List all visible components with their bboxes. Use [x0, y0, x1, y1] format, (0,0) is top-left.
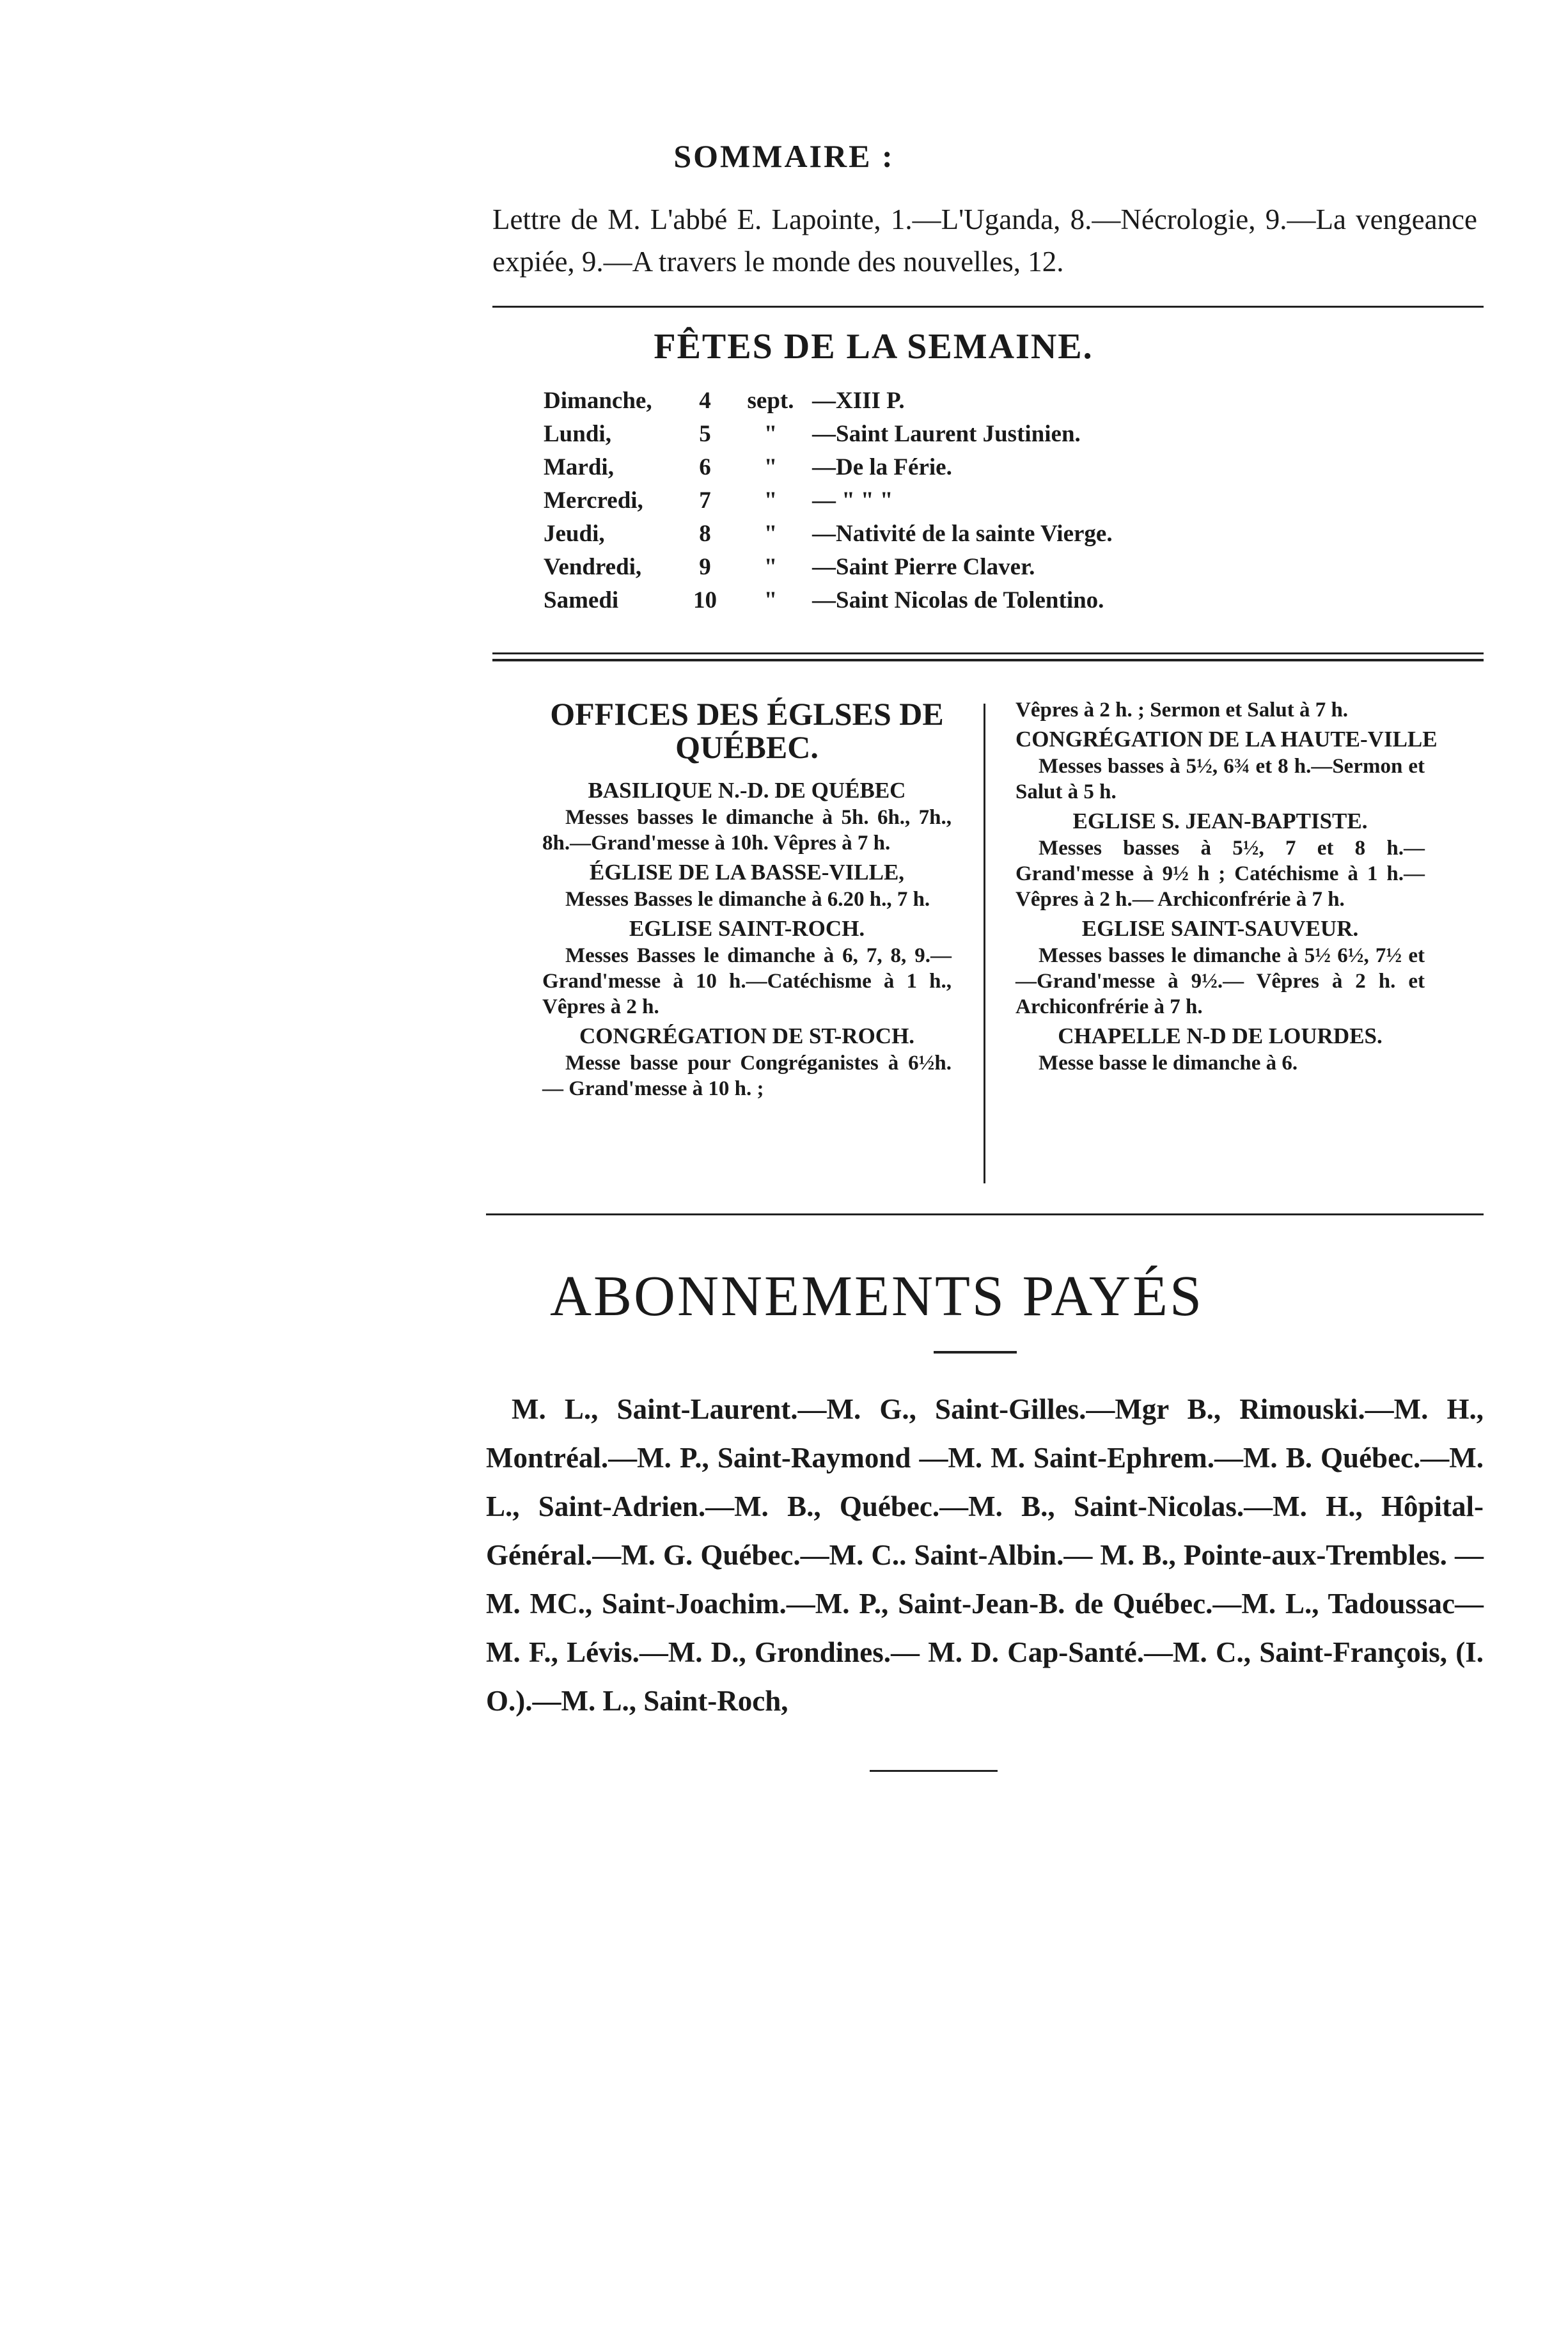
- divider-2b: [492, 659, 1484, 661]
- church-schedule: Messes basses à 5½, 7 et 8 h.—Grand'messe à 9½ h ; Catéchisme à 1 h.— Vêpres à 2 h.— Archiconfrérie à 7 h.: [1015, 837, 1425, 911]
- fete-day: Dimanche,: [544, 387, 652, 414]
- fete-date: 8: [699, 520, 711, 547]
- church-name: EGLISE SAINT-ROCH.: [629, 916, 865, 941]
- abonnements-title: ABONNEMENTS PAYÉS: [549, 1265, 1204, 1328]
- fete-feast: —Saint Nicolas de Tolentino.: [812, 587, 1104, 613]
- offices-right-column: [1015, 697, 1438, 1080]
- fete-month: ": [764, 454, 778, 480]
- fete-day: Jeudi,: [544, 520, 605, 547]
- divider-2a: [492, 652, 1484, 654]
- church-name: CHAPELLE N-D DE LOURDES.: [1058, 1023, 1383, 1048]
- sommaire-title: SOMMAIRE :: [673, 138, 895, 174]
- fetes-table: [544, 384, 1113, 617]
- fete-row: [544, 583, 1113, 617]
- title-underline: [934, 1351, 1017, 1354]
- fete-date: 10: [693, 587, 717, 613]
- church-schedule: Messes basses le dimanche à 5h. 6h., 7h., 8h.—Grand'messe à 10h. Vêpres à 7 h.: [542, 806, 952, 855]
- divider-1: [492, 306, 1484, 308]
- fete-day: Lundi,: [544, 420, 611, 447]
- fete-date: 9: [699, 553, 711, 580]
- fete-feast: —De la Férie.: [812, 454, 952, 480]
- fete-month: ": [764, 553, 778, 580]
- fete-day: Vendredi,: [544, 553, 642, 580]
- fete-day: Mercredi,: [544, 487, 643, 514]
- fete-month: sept.: [747, 387, 794, 414]
- fete-feast: —Saint Laurent Justinien.: [812, 420, 1081, 447]
- fete-row: [544, 550, 1113, 583]
- fete-feast: —Nativité de la sainte Vierge.: [812, 520, 1113, 547]
- offices-left-column: [542, 697, 952, 1105]
- church-schedule: Messes Basses le dimanche à 6.20 h., 7 h.: [565, 888, 930, 911]
- fete-row: [544, 517, 1113, 550]
- fete-date: 5: [699, 420, 711, 447]
- church-name: BASILIQUE N.-D. DE QUÉBEC: [588, 778, 906, 803]
- fete-date: 4: [699, 387, 711, 414]
- fete-date: 7: [699, 487, 711, 514]
- church-schedule: Messe basse pour Congréganistes à 6½h. — Grand'messe à 10 h. ;: [542, 1052, 952, 1100]
- church-name: EGLISE SAINT-SAUVEUR.: [1081, 916, 1359, 941]
- fete-month: ": [764, 587, 778, 613]
- fetes-title: FÊTES DE LA SEMAINE.: [654, 327, 1094, 367]
- divider-3: [486, 1213, 1484, 1215]
- church-name: CONGRÉGATION DE ST-ROCH.: [579, 1023, 915, 1048]
- abonnements-text: M. L., Saint-Laurent.—M. G., Saint-Gilles.—Mgr B., Rimouski.—M. H., Montréal.—M. P., Saint-Raymond —M. M. Saint-Ephrem.—M. B. Québec.—M. L., Saint-Adrien.—M. B., Québec.—M. B., Saint-Nicolas.—M. H., Hôpital-Général.—M. G. Québec.—M. C.. Saint-Albin.— M. B., Pointe-aux-Trembles. —M. MC., Saint-Joachim.—M. P., Saint-Jean-B. de Québec.—M. L., Tadoussac—M. F., Lévis.—M. D., Grondines.— M. D. Cap-Santé.—M. C., Saint-François, (I. O.).—M. L., Saint-Roch,: [486, 1393, 1484, 1717]
- end-rule: [870, 1770, 998, 1772]
- church-name: EGLISE S. JEAN-BAPTISTE.: [1072, 809, 1368, 833]
- church-name: ÉGLISE DE LA BASSE-VILLE,: [589, 860, 905, 885]
- offices-title: OFFICES DES ÉGLSES DE QUÉBEC.: [550, 696, 944, 765]
- fete-month: ": [764, 420, 778, 447]
- church-schedule: Messes Basses le dimanche à 6, 7, 8, 9.—Grand'messe à 10 h.—Catéchisme à 1 h., Vêpres à 2 h.: [542, 944, 952, 1018]
- fete-day: Mardi,: [544, 454, 614, 480]
- fete-row: [544, 450, 1113, 484]
- church-schedule: Messes basses à 5½, 6¾ et 8 h.—Sermon et Salut à 5 h.: [1015, 755, 1425, 803]
- column-separator: [984, 704, 985, 1183]
- fete-row: [544, 484, 1113, 517]
- fete-month: ": [764, 520, 778, 547]
- fete-month: ": [764, 487, 778, 514]
- sommaire-text: Lettre de M. L'abbé E. Lapointe, 1.—L'Uganda, 8.—Nécrologie, 9.—La vengeance expiée, 9.—A travers le monde des nouvelles, 12.: [492, 203, 1477, 278]
- church-name: CONGRÉGATION DE LA HAUTE-VILLE: [1015, 727, 1438, 752]
- fete-feast: — " " ": [812, 487, 893, 514]
- fete-day: Samedi: [544, 587, 619, 613]
- right-continuation: Vêpres à 2 h. ; Sermon et Salut à 7 h.: [1015, 699, 1349, 722]
- fete-feast: —Saint Pierre Claver.: [812, 553, 1035, 580]
- church-schedule: Messe basse le dimanche à 6.: [1039, 1052, 1298, 1075]
- fete-date: 6: [699, 454, 711, 480]
- church-schedule: Messes basses le dimanche à 5½ 6½, 7½ et —Grand'messe à 9½.— Vêpres à 2 h. et Archiconfrérie à 7 h.: [1015, 944, 1425, 1018]
- fete-feast: —XIII P.: [812, 387, 905, 414]
- fete-row: [544, 417, 1113, 450]
- fete-row: [544, 384, 1113, 417]
